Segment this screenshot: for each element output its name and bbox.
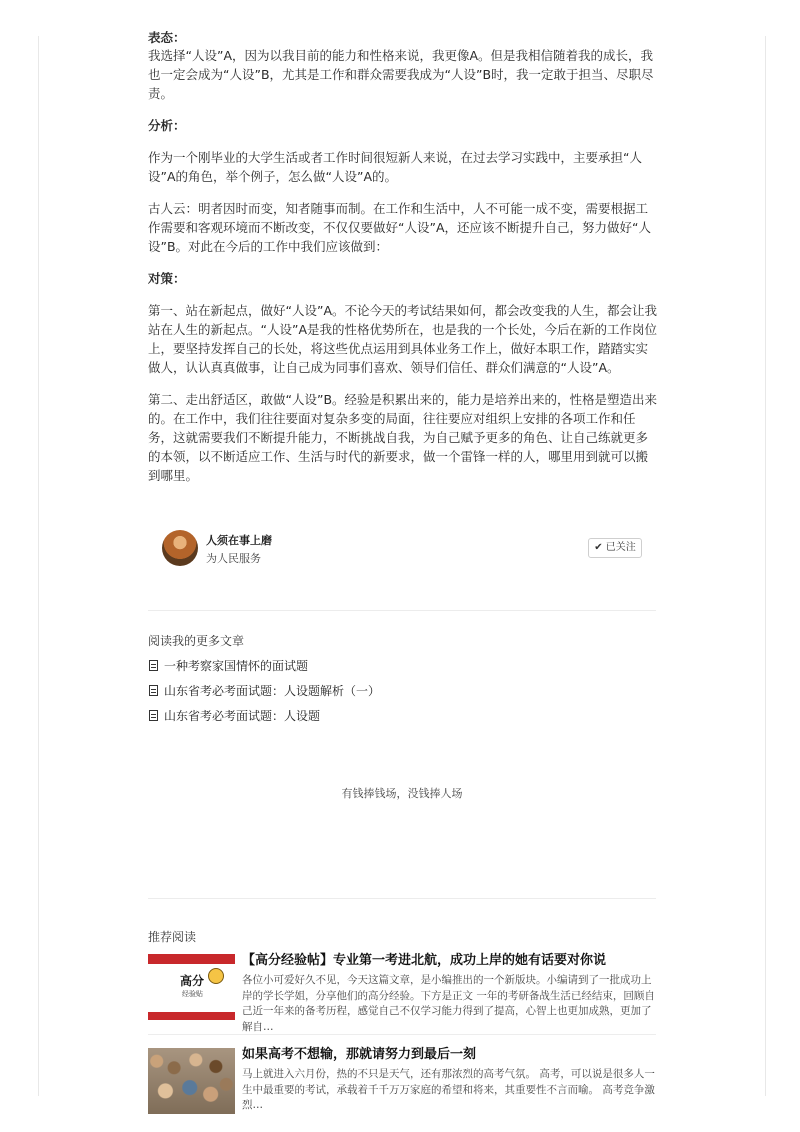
divider bbox=[148, 1034, 656, 1035]
recommend-item[interactable] bbox=[148, 1048, 656, 1118]
divider bbox=[148, 610, 656, 611]
paragraph-measure-2: 第二、走出舒适区，敢做“人设”B。经验是积累出来的，能力是培养出来的，性格是塑造出来的。在工作中，我们往往要面对复杂多变的局面，往往要应对组织上安排的各项工作和任务，这就需要我们不断提升能力，不断挑战自我，为自己赋予更多的角色、让自己练就更多的本领，以不断适应工作、生活与时代的新要求，做一个雷锋一样的人，哪里用到就可以搬到哪里。 bbox=[148, 392, 658, 483]
author-name[interactable]: 人须在事上磨 bbox=[206, 534, 272, 547]
recommend-summary: 马上就进入六月份，热的不只是天气，还有那浓烈的高考气氛。 高考，可以说是很多人一生中最重要的考试，承载着千千万万家庭的希望和将来，其重要性不言而喻。 高考竞争激烈… bbox=[242, 1068, 655, 1111]
paragraph-measure-1: 第一、站在新起点，做好“人设”A。不论今天的考试结果如何，都会改变我的人生，都会让我站在人生的新起点。“人设”A是我的性格优势所在，也是我的一个长处，今后在新的工作岗位上，要坚持发挥自己的长处，将这些优点运用到具体业务工作上，做好本职工作，踏踏实实做人，认认真真做事，让自己成为同事们喜欢、领导们信任、群众们满意的“人设”A。 bbox=[148, 303, 658, 375]
avatar[interactable] bbox=[162, 530, 198, 566]
thumb-band bbox=[148, 954, 235, 964]
article-body bbox=[148, 28, 658, 498]
list-item[interactable] bbox=[148, 707, 380, 732]
more-article-link[interactable]: 山东省考必考面试题：人设题解析（一） bbox=[164, 684, 381, 698]
recommend-headline[interactable]: 【高分经验帖】专业第一考进北航，成功上岸的她有话要对你说 bbox=[242, 953, 607, 968]
recommend-headline[interactable]: 如果高考不想输，那就请努力到最后一刻 bbox=[242, 1047, 477, 1062]
more-articles-title: 阅读我的更多文章 bbox=[148, 634, 245, 648]
heading-analysis: 分析： bbox=[148, 118, 186, 133]
heading-stance: 表态： bbox=[148, 30, 186, 45]
paragraph-stance: 我选择“人设”A，因为以我目前的能力和性格来说，我更像A。但是我相信随着我的成长，我也一定会成为“人设”B，尤其是工作和群众需要我成为“人设”B时，我一定敢于担当、尽职尽责。 bbox=[148, 48, 654, 101]
recommend-text bbox=[242, 952, 656, 1033]
thumb-title: 高分 bbox=[180, 974, 205, 988]
divider bbox=[148, 898, 656, 899]
thumb-subtitle: 经验贴 bbox=[182, 990, 203, 998]
thumb-band bbox=[148, 1012, 235, 1020]
recommend-text bbox=[242, 1046, 656, 1111]
paragraph-analysis-2: 古人云：明者因时而变，知者随事而制。在工作和生活中，人不可能一成不变，需要根据工作需要和客观环境而不断改变，不仅仅要做好“人设”A，还应该不断提升自己，努力做好“人设”B。对此在今后的工作中我们应该做到： bbox=[148, 201, 651, 254]
author-tagline: 为人民服务 bbox=[206, 552, 261, 565]
list-item[interactable] bbox=[148, 682, 380, 707]
recommend-title: 推荐阅读 bbox=[148, 930, 197, 944]
follow-button[interactable]: ✔ 已关注 bbox=[588, 538, 642, 558]
author-card bbox=[162, 530, 642, 568]
slogan-text: 有钱捧钱场，没钱捧人场 bbox=[341, 787, 463, 800]
document-icon bbox=[149, 660, 158, 671]
heading-measures: 对策： bbox=[148, 271, 186, 286]
more-articles-list bbox=[148, 657, 380, 732]
list-item[interactable] bbox=[148, 657, 380, 682]
recommend-item[interactable] bbox=[148, 953, 656, 1033]
recommend-summary: 各位小可爱好久不见，今天这篇文章，是小编推出的一个新版块。小编请到了一批成功上岸的学长学姐，分享他们的高分经验。下方是正文 一年的考研备战生活已经结束，回顾自己近一年来的备考历程，感觉自己不仅学习能力得到了提高，心智上也更加成熟，更加了解自… bbox=[242, 974, 655, 1033]
more-article-link[interactable]: 山东省考必考面试题：人设题 bbox=[164, 709, 321, 723]
paragraph-analysis-1: 作为一个刚毕业的大学生活或者工作时间很短新人来说，在过去学习实践中，主要承担“人设”A的角色，举个例子，怎么做“人设”A的。 bbox=[148, 150, 642, 184]
document-icon bbox=[149, 710, 158, 721]
emoji-face-icon bbox=[208, 968, 224, 984]
recommend-thumbnail[interactable] bbox=[148, 954, 235, 1020]
document-icon bbox=[149, 685, 158, 696]
recommend-thumbnail[interactable] bbox=[148, 1048, 235, 1114]
more-article-link[interactable]: 一种考察家国情怀的面试题 bbox=[164, 659, 309, 673]
